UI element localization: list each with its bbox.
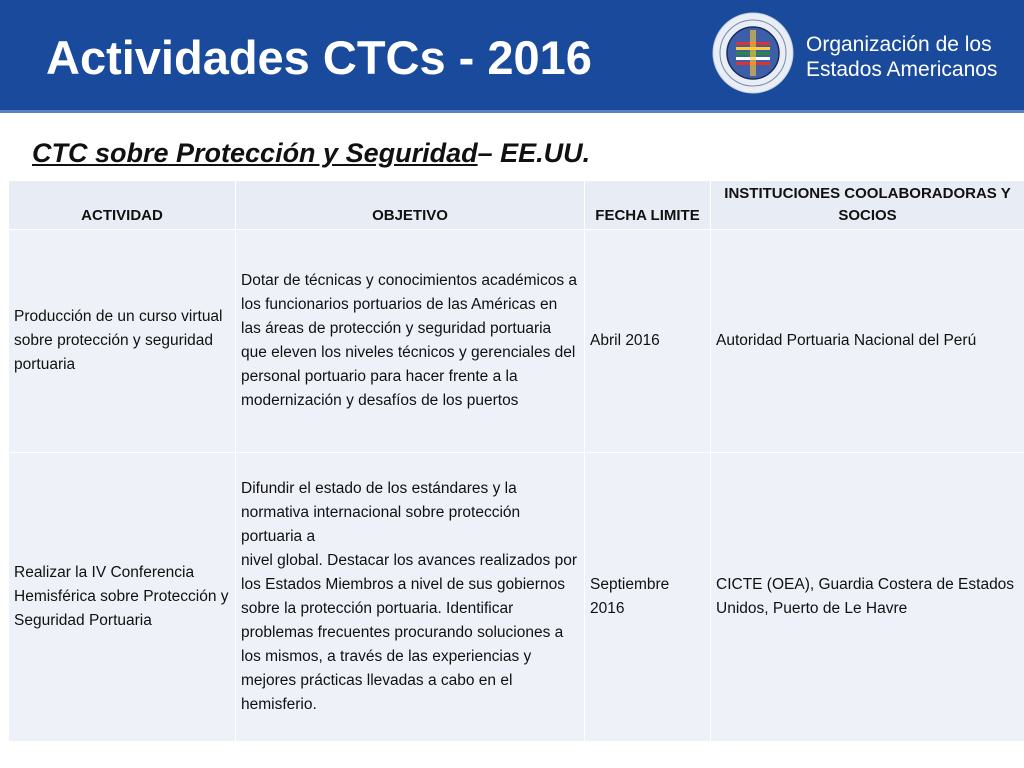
table-row [9, 230, 1024, 453]
org-name-line1: Organización de los [806, 33, 992, 56]
cell-fecha: Abril 2016 [585, 230, 711, 453]
cell-objetivo: Dotar de técnicas y conocimientos académicos a los funcionarios portuarios de las Américas en las áreas de protección y seguridad portuaria que eleven los niveles técnicos y gerenciales del personal portuario para hacer frente a la modernización y desafíos de los puertos [236, 230, 585, 453]
activities-table [8, 180, 1024, 742]
header-instituciones: INSTITUCIONES COOLABORADORAS Y SOCIOS [711, 181, 1024, 230]
page-title: Actividades CTCs - 2016 [46, 31, 592, 84]
oas-seal-icon [712, 12, 794, 94]
section-subtitle [32, 138, 590, 169]
cell-actividad: Realizar la IV Conferencia Hemisférica sobre Protección y Seguridad Portuaria [9, 453, 236, 742]
cell-instituciones: Autoridad Portuaria Nacional del Perú [711, 230, 1024, 453]
header-actividad: ACTIVIDAD [9, 181, 236, 230]
table-row [9, 453, 1024, 742]
cell-instituciones: CICTE (OEA), Guardia Costera de Estados Unidos, Puerto de Le Havre [711, 453, 1024, 742]
cell-actividad: Producción de un curso virtual sobre protección y seguridad portuaria [9, 230, 236, 453]
org-logo [712, 12, 1012, 98]
header-bar [0, 0, 1024, 113]
subtitle-underlined: CTC sobre Protección y Seguridad [32, 138, 478, 168]
objetivo-line2: nivel global. Destacar los avances realizados por los Estados Miembros a nivel de sus gobiernos sobre la protección portuaria. Identificar problemas frecuentes procurando soluciones a los mismos, a través de las experiencias y mejores prácticas llevadas a cabo en el hemisferio. [241, 552, 578, 713]
objetivo-line1: Difundir el estado de los estándares y la normativa internacional sobre protección portuaria a [241, 480, 521, 545]
header-fecha-limite: FECHA LIMITE [585, 181, 711, 230]
subtitle-rest: – EE.UU. [477, 138, 591, 168]
org-name-line2: Estados Americanos [806, 58, 998, 81]
header-objetivo: OBJETIVO [236, 181, 585, 230]
cell-objetivo [236, 453, 585, 742]
cell-fecha: Septiembre 2016 [585, 453, 711, 742]
table-header-row [9, 181, 1024, 230]
